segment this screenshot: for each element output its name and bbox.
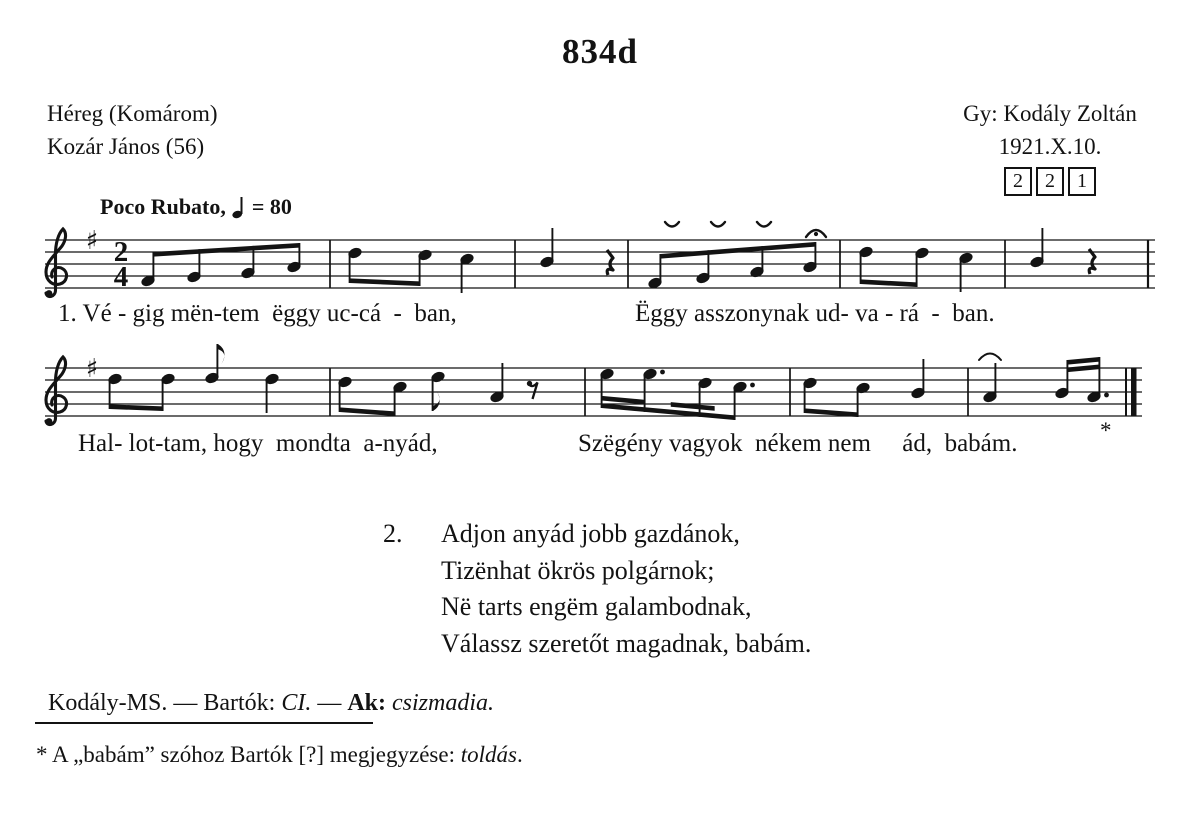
- informant-line: Kozár János (56): [47, 134, 205, 159]
- date-line: 1921.X.10.: [998, 134, 1102, 159]
- verse-number: 2.: [383, 519, 403, 548]
- footnote-asterisk: *: [1100, 418, 1112, 443]
- variant-code-box: 2: [1036, 167, 1064, 196]
- lyrics-line-2a: Hal- lot-tam, hogy mondta a-nyád,: [78, 430, 438, 457]
- verse-line: Adjon anyád jobb gazdánok,: [441, 519, 740, 548]
- lyrics-line-2b: Szëgény vagyok nékem nem ád, babám.: [578, 430, 1018, 457]
- verse-2: [383, 516, 811, 662]
- location-line: Héreg (Komárom): [47, 101, 218, 126]
- verse-lines: [441, 516, 811, 662]
- page-title: 834d: [562, 32, 638, 71]
- tempo-label: Poco Rubato,: [100, 193, 226, 219]
- svg-text:2: 2: [113, 236, 129, 268]
- header-left: [47, 97, 218, 163]
- quarter-note-icon: [232, 193, 246, 220]
- verse-line: Tizënhat ökrös polgárnok;: [441, 555, 715, 585]
- tempo-value: = 80: [251, 193, 292, 219]
- verse-line: Në tarts engëm galambodnak,: [441, 592, 752, 621]
- svg-text:4: 4: [113, 261, 129, 293]
- source-reference-line: Kodály-MS. — Bartók: CI. — Ak: csizmadia.: [48, 690, 494, 716]
- lyrics-line-1b: Ëggy asszonynak ud- va - rá - ban.: [635, 300, 995, 327]
- svg-text:♯: ♯: [85, 226, 99, 256]
- header-right: [950, 97, 1150, 196]
- svg-text:♯: ♯: [85, 354, 99, 384]
- variant-code-box: 2: [1004, 167, 1032, 196]
- footnote-separator: [35, 722, 373, 724]
- collector-line: Gy: Kodály Zoltán: [963, 101, 1137, 126]
- variant-code: [950, 167, 1150, 196]
- verse-line: Válassz szeretőt magadnak, babám.: [441, 628, 812, 658]
- variant-code-box: 1: [1068, 167, 1096, 196]
- lyrics-line-1a: 1. Vé - gig mën-tem ëggy uc-cá - ban,: [58, 300, 457, 327]
- tempo-marking: [100, 193, 292, 220]
- footnote-text: * A „babám” szóhoz Bartók [?] megjegyzése: toldás.: [36, 742, 523, 767]
